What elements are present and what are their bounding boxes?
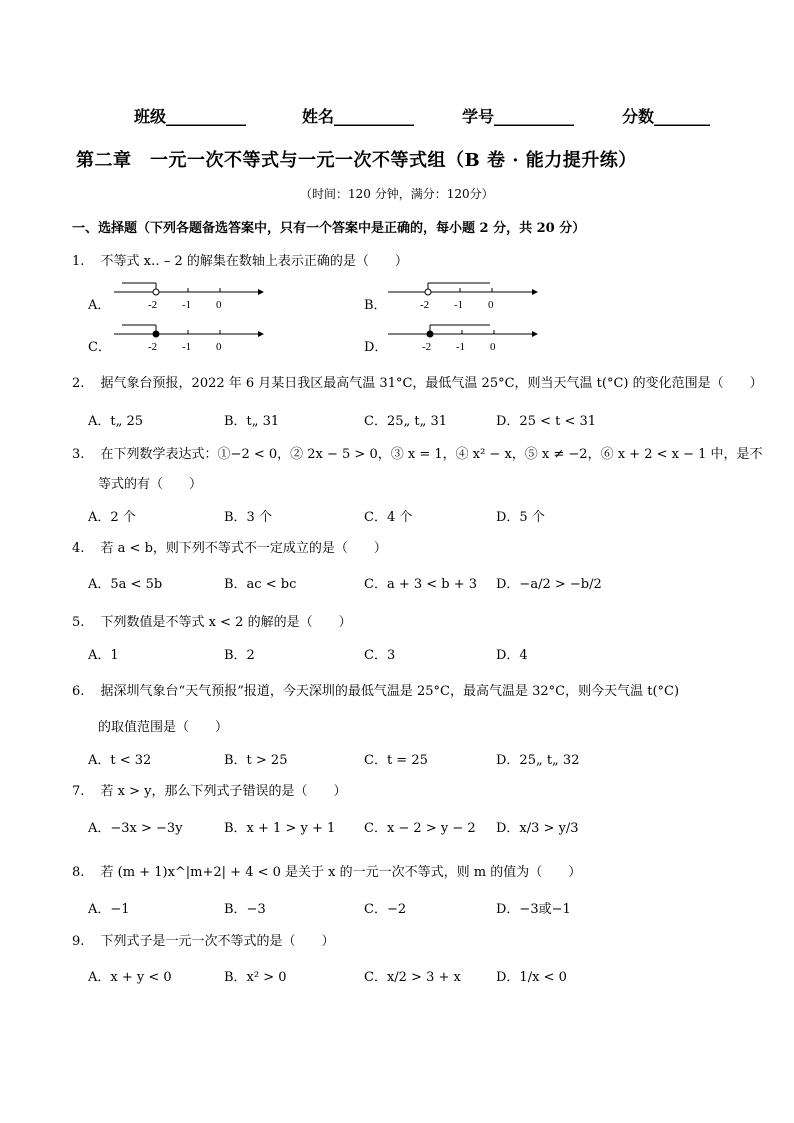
tick-label: -2 bbox=[420, 299, 430, 311]
option-d: D．25 < t < 31 bbox=[496, 414, 597, 429]
question-text: 下列数值是不等式 x < 2 的解的是（ ） bbox=[100, 615, 352, 630]
number-line-b bbox=[386, 278, 538, 318]
question-7 bbox=[72, 780, 347, 799]
option-c: C．x − 2 > y − 2 bbox=[364, 821, 476, 836]
option-d: D．4 bbox=[496, 648, 528, 663]
question-number: 4. bbox=[72, 541, 85, 556]
question-number: 6. bbox=[72, 684, 85, 699]
option-a: A．t„ 25 bbox=[88, 414, 144, 429]
option-c: C．−2 bbox=[364, 902, 407, 917]
question-number: 2. bbox=[72, 376, 85, 391]
page-subtitle: （时间：120 分钟，满分：120分） bbox=[300, 187, 494, 201]
option-b: B．ac < bc bbox=[224, 577, 297, 592]
option-b: B．−3 bbox=[224, 902, 266, 917]
question-number: 5. bbox=[72, 615, 85, 630]
option-c: C．25„ t„ 31 bbox=[364, 414, 447, 429]
question-text: 在下列数学表达式：①−2 < 0，② 2x − 5 > 0，③ x = 1，④ x² − x，⑤ x ≠ −2，⑥ x + 2 < x − 1 中，是不 bbox=[100, 447, 763, 462]
number-line-d bbox=[386, 320, 538, 360]
option-b: B． bbox=[364, 298, 387, 313]
option-b: B．2 bbox=[224, 648, 255, 663]
option-b: B．x² > 0 bbox=[224, 970, 287, 985]
question-text: 若 a < b，则下列不等式不一定成立的是（ ） bbox=[100, 541, 387, 556]
number-line-a bbox=[112, 278, 264, 318]
question-text: 据气象台预报，2022 年 6 月某日我区最高气温 31°C，最低气温 25°C，则当天气温 t(°C) 的变化范围是（ ） bbox=[100, 376, 763, 391]
question-text: 下列式子是一元一次不等式的是（ ） bbox=[100, 934, 335, 949]
option-c: C．x/2 > 3 + x bbox=[364, 970, 461, 985]
score-field-label: 分数_______ bbox=[622, 107, 711, 126]
tick-label: -1 bbox=[182, 299, 192, 311]
option-a: A． bbox=[88, 298, 111, 313]
question-number: 7. bbox=[72, 784, 85, 799]
tick-label: -1 bbox=[454, 299, 464, 311]
question-3-continued: 等式的有（ ） bbox=[98, 477, 203, 492]
tick-label: -2 bbox=[422, 341, 432, 353]
option-c: C．3 bbox=[364, 648, 396, 663]
question-number: 9. bbox=[72, 934, 85, 949]
question-6 bbox=[72, 680, 679, 699]
question-6-continued: 的取值范围是（ ） bbox=[98, 720, 229, 735]
option-c: C．4 个 bbox=[364, 510, 413, 525]
option-b: B．t > 25 bbox=[224, 753, 288, 768]
question-number: 1. bbox=[72, 254, 85, 269]
option-a: A．x + y < 0 bbox=[88, 970, 172, 985]
question-2 bbox=[72, 372, 763, 391]
question-text: 不等式 x‥ – 2 的解集在数轴上表示正确的是（ ） bbox=[100, 254, 408, 269]
option-a: A．2 个 bbox=[88, 510, 136, 525]
option-b: B．3 个 bbox=[224, 510, 272, 525]
question-text: 据深圳气象台“天气预报”报道，今天深圳的最低气温是 25°C，最高气温是 32°C，则今天气温 t(°C) bbox=[100, 684, 680, 699]
question-4 bbox=[72, 537, 387, 556]
question-9 bbox=[72, 930, 335, 949]
tick-label: 0 bbox=[216, 341, 222, 353]
question-3 bbox=[72, 443, 763, 462]
tick-label: -1 bbox=[182, 341, 192, 353]
tick-label: 0 bbox=[216, 299, 222, 311]
option-d: D．1/x < 0 bbox=[496, 970, 567, 985]
question-number: 8. bbox=[72, 865, 85, 880]
option-a: A．5a < 5b bbox=[88, 577, 163, 592]
page-title: 第二章 一元一次不等式与一元一次不等式组（B 卷 · 能力提升练） bbox=[76, 150, 637, 171]
tick-label: 0 bbox=[490, 341, 496, 353]
option-b: B．x + 1 > y + 1 bbox=[224, 821, 336, 836]
option-d: D．−a/2 > −b/2 bbox=[496, 577, 602, 592]
option-d: D．25„ t„ 32 bbox=[496, 753, 580, 768]
student-id-field-label: 学号__________ bbox=[462, 107, 575, 126]
tick-label: -2 bbox=[148, 341, 158, 353]
option-a: A．−1 bbox=[88, 902, 130, 917]
question-text: 若 (m + 1)x^|m+2| + 4 < 0 是关于 x 的一元一次不等式，则 m 的值为（ ） bbox=[100, 865, 582, 880]
tick-label: -1 bbox=[456, 341, 466, 353]
question-1 bbox=[72, 250, 408, 269]
question-8 bbox=[72, 861, 581, 880]
option-d: D． bbox=[364, 340, 388, 355]
option-c: C． bbox=[88, 340, 111, 355]
option-a: A．1 bbox=[88, 648, 119, 663]
option-c: C．a + 3 < b + 3 bbox=[364, 577, 478, 592]
question-text: 若 x > y，那么下列式子错误的是（ ） bbox=[100, 784, 347, 799]
option-d: D．−3或−1 bbox=[496, 902, 571, 917]
name-field-label: 姓名__________ bbox=[302, 107, 415, 126]
question-number: 3. bbox=[72, 447, 85, 462]
option-a: A．t < 32 bbox=[88, 753, 152, 768]
option-b: B．t„ 31 bbox=[224, 414, 280, 429]
number-line-c bbox=[112, 320, 264, 360]
class-field-label: 班级__________ bbox=[134, 107, 247, 126]
question-5 bbox=[72, 611, 352, 630]
option-a: A．−3x > −3y bbox=[88, 821, 183, 836]
option-d: D．x/3 > y/3 bbox=[496, 821, 579, 836]
option-d: D．5 个 bbox=[496, 510, 545, 525]
tick-label: 0 bbox=[488, 299, 494, 311]
section-heading: 一、选择题（下列各题备选答案中，只有一个答案中是正确的，每小题 2 分，共 20 分） bbox=[72, 221, 586, 236]
option-c: C．t = 25 bbox=[364, 753, 428, 768]
tick-label: -2 bbox=[148, 299, 158, 311]
